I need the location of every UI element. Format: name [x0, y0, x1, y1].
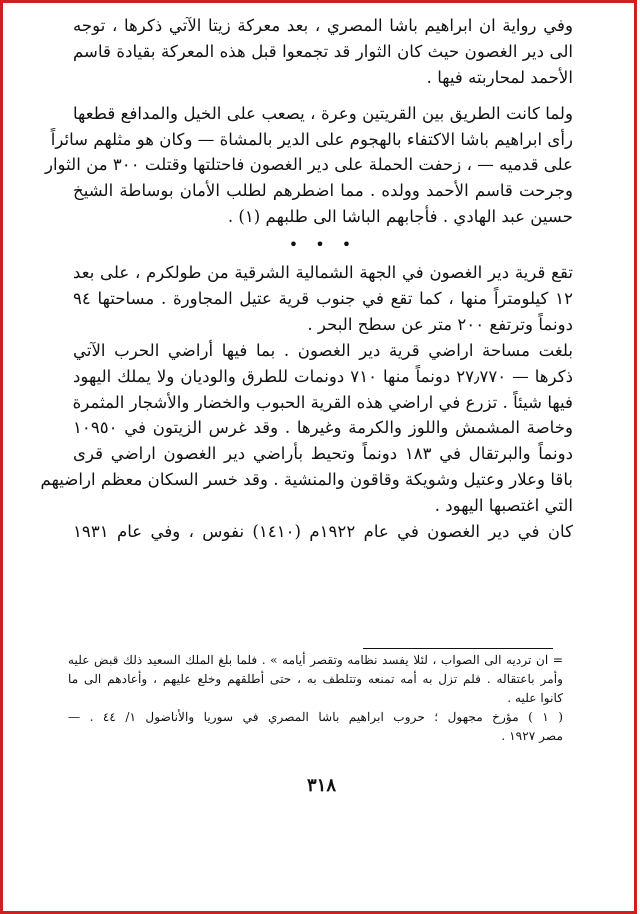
- paragraph-2: [44, 101, 573, 230]
- footnote-line: مصر ١٩٢٧ .: [501, 729, 563, 743]
- footnotes: [68, 651, 563, 746]
- text-line: الأحمد لمحاربته فيها .: [426, 67, 573, 87]
- footnote-divider: [363, 648, 553, 649]
- footnote-line: ( ١ ) مؤرخ مجهول ؛ حروب ابراهيم باشا المصري في سوريا والأناضول ١/ ٤٤ . —: [68, 710, 564, 724]
- text-line: التي اغتصبها اليهود .: [434, 496, 573, 516]
- section-separator: • • •: [288, 235, 358, 255]
- paragraph-4: [40, 338, 573, 519]
- text-line: ولما كانت الطريق بين القريتين وعرة ، يصعب على الخيل والمدافع قطعها: [73, 103, 573, 123]
- paragraph-3: [73, 260, 573, 338]
- text-line: وجرحت قاسم الأحمد وولده . مما اضطرهم لطلب الأمان بوساطة الشيخ: [73, 181, 573, 201]
- footnote-line: وأمر باعتقاله . فلم تزل به أمه تمنعه وتتلطف به ، حتى أطلقهم وخلع عليهم ، وأعادهم الى ما: [68, 672, 563, 686]
- text-line: كان في دير الغصون في عام ١٩٢٢م (١٤١٠) نفوس ، وفي عام ١٩٣١: [73, 522, 573, 542]
- text-line: فيها شيئاً . تزرع في اراضي هذه القرية الحبوب والخضار والأشجار المثمرة: [72, 392, 573, 412]
- page-number: ٣١٨: [306, 775, 336, 796]
- text-line: ١٢ كيلومتراً منها ، كما تقع في جنوب قرية عتيل المجاورة . مساحتها ٩٤: [73, 289, 573, 309]
- text-line: على قدميه — ، زحفت الحملة على دير الغصون فاحتلتها وقتلت ٣٠٠ من الثوار: [44, 155, 573, 175]
- footnote-line: = ان ترديه الى الصواب ، لئلا يفسد نظامه وتقصر أيامه » . فلما بلغ الملك السعيد ذلك قبض عليه: [68, 653, 563, 667]
- text-line: ذكرها — ٢٧٫٧٧٠ دونماً منها ٧١٠ دونمات للطرق والوديان ولا يملك اليهود: [73, 366, 573, 386]
- text-line: دونماً وترتفع ٢٠٠ متر عن سطح البحر .: [307, 314, 573, 334]
- text-line: وفي رواية ان ابراهيم باشا المصري ، بعد معركة زيتا الآتي ذكرها ، توجه: [73, 16, 573, 35]
- text-line: الى دير الغصون حيث كان الثوار قد تجمعوا قبل هذه المعركة بقيادة قاسم: [73, 41, 573, 61]
- book-page-body: [40, 13, 573, 545]
- paragraph-gap: [73, 91, 573, 101]
- text-line: تقع قرية دير الغصون في الجهة الشمالية الشرقية من طولكرم ، على بعد: [73, 263, 573, 283]
- footnote-line: كانوا عليه .: [507, 691, 563, 705]
- paragraph-5: [73, 519, 573, 545]
- text-line: بلغت مساحة اراضي قرية دير الغصون . بما فيها أراضي الحرب الآتي: [73, 340, 573, 360]
- text-line: رأى ابراهيم باشا الاكتفاء بالهجوم على الدير بالمشاة — وكان هو مثلهم سائراً: [50, 129, 573, 149]
- text-line: حسين عبد الهادي . فأجابهم الباشا الى طلبهم (١) .: [227, 207, 573, 227]
- text-line: باقا وعلار وعتيل وشويكة وقاقون والمنشية . وقد خسر السكان معظم اراضيهم: [40, 470, 573, 490]
- paragraph-1: [73, 13, 573, 91]
- text-line: وخاصة المشمش واللوز والكرمة وغيرها . وقد غرس الزيتون في ١٠٩٥٠: [73, 418, 573, 438]
- text-line: دونماً والبرتقال في ١٨٣ دونماً وتحيط بأراضي دير الغصون اراضي قرى: [73, 444, 573, 464]
